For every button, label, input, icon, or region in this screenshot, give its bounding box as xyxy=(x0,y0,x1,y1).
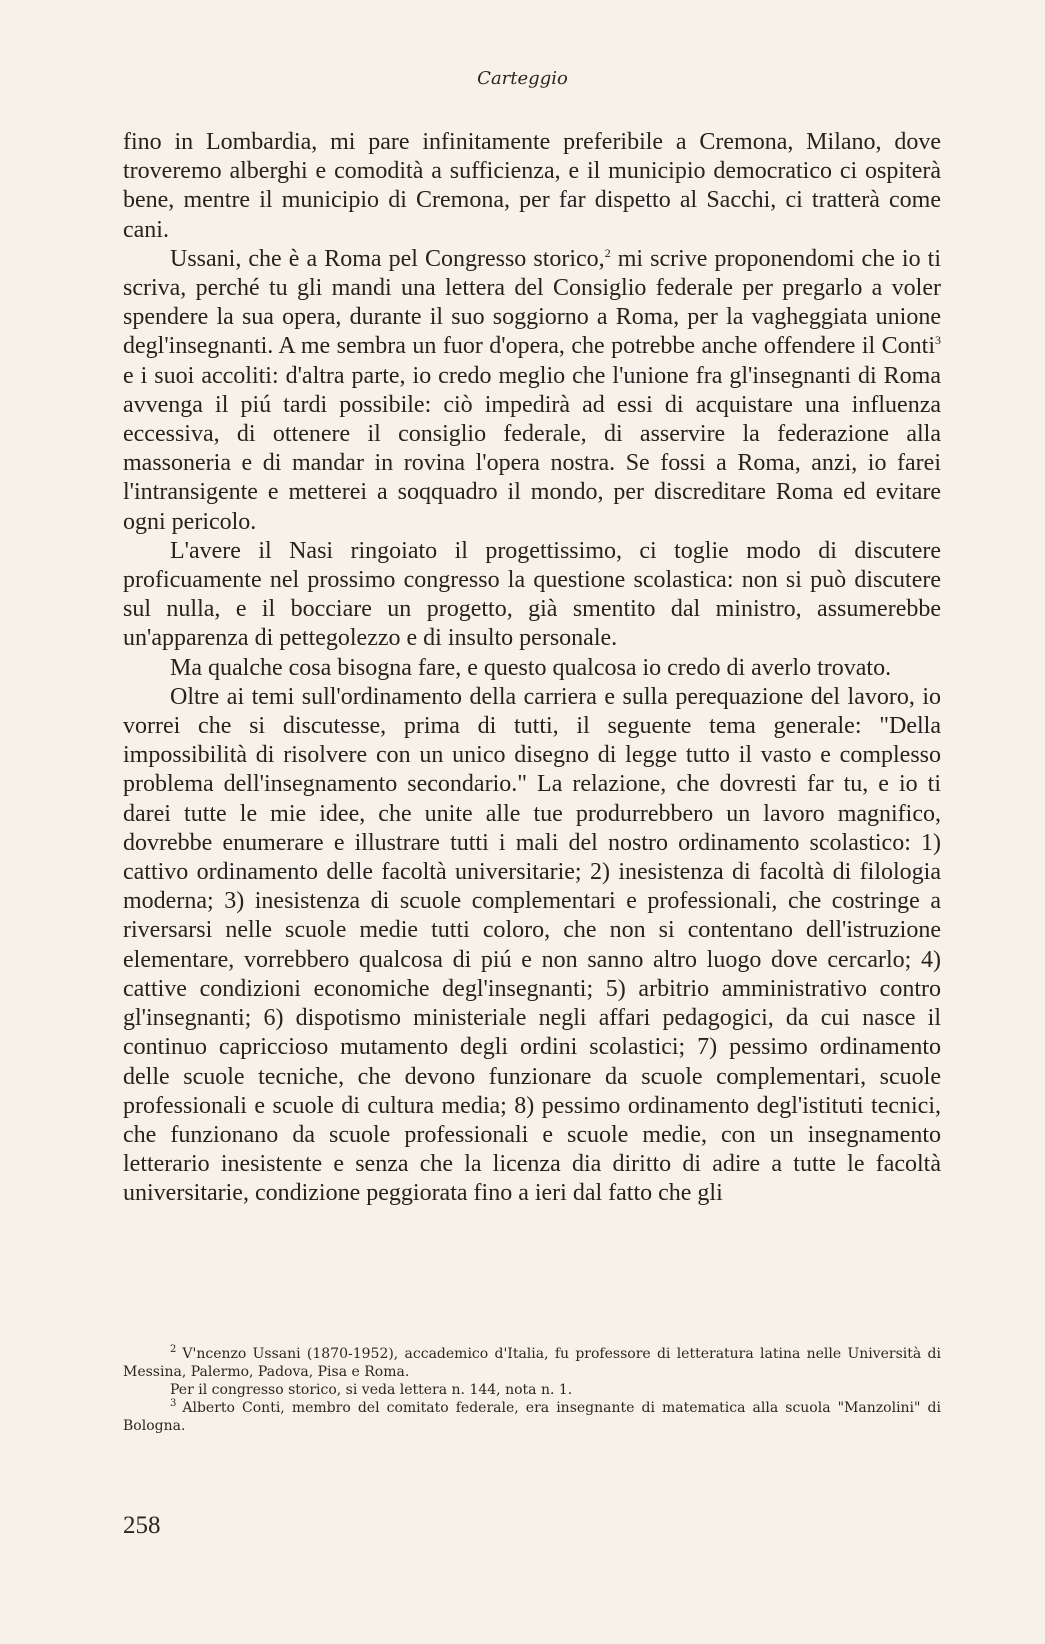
paragraph-1: fino in Lombardia, mi pare infinitamente preferibile a Cremona, Milano, dove troveremo alberghi e comodità a sufficienza, e il municipio democratico ci ospiterà bene, mentre il municipio di Cremona, per far dispetto al Sacchi, ci tratterà come cani. xyxy=(123,129,941,243)
footnotes xyxy=(123,1345,941,1435)
footnote-2-extra: Per il congresso storico, si veda lettera n. 144, nota n. 1. xyxy=(170,1382,573,1398)
footnote-ref-2: 2 xyxy=(604,245,611,260)
page-number: 258 xyxy=(123,1512,161,1539)
footnote-3-text: Alberto Conti, membro del comitato federale, era insegnante di matematica alla scuola "Manzolini" di Bologna. xyxy=(123,1400,941,1434)
paragraph-2-part-b: mi scrive proponendomi che io ti scriva, perché tu gli mandi una lettera del Consiglio federale per pregarlo a voler spendere la sua opera, durante il suo soggiorno a Roma, per la vagheggiata unione degl'insegnanti. A me sembra un fuor d'opera, che potrebbe anche offendere il Conti xyxy=(123,245,941,360)
paragraph-2-part-c: e i suoi accoliti: d'altra parte, io credo meglio che l'unione fra gl'insegnanti di Roma avvenga il piú tardi possibile: ciò impedirà ad essi di acquistare una influenza eccessiva, di ottenere il consiglio federale, di asservire la federazione alla massoneria e di mandar in rovina l'opera nostra. Se fossi a Roma, anzi, io farei l'intransigente e metterei a soqquadro il mondo, per discreditare Roma ed evitare ogni pericolo. xyxy=(123,362,941,535)
footnote-3-mark: 3 xyxy=(170,1398,177,1410)
paragraph-3: L'avere il Nasi ringoiato il progettissimo, ci toglie modo di discutere proficuamente nel prossimo congresso la questione scolastica: non si può discutere sul nulla, e il bocciare un progetto, già smentito dal ministro, assumerebbe un'apparenza di pettegolezzo e di insulto personale. xyxy=(123,537,941,652)
paragraph-2 xyxy=(123,245,941,537)
paragraph-2-part-a: Ussani, che è a Roma pel Congresso storico, xyxy=(170,245,605,272)
main-text xyxy=(123,128,941,1209)
footnote-2-text: V'ncenzo Ussani (1870-1952), accademico d'Italia, fu professore di letteratura latina nelle Università di Messina, Palermo, Padova, Pisa e Roma. xyxy=(123,1346,941,1380)
footnote-ref-3: 3 xyxy=(935,333,941,348)
footnote-2-mark: 2 xyxy=(170,1344,177,1356)
running-head: Carteggio xyxy=(477,68,568,89)
footnote-2 xyxy=(123,1345,941,1381)
footnote-3 xyxy=(123,1399,941,1435)
paragraph-5: Oltre ai temi sull'ordinamento della carriera e sulla perequazione del lavoro, io vorrei che si discutesse, prima di tutti, il seguente tema generale: "Della impossibilità di risolvere con un unico disegno di legge tutto il vasto e complesso problema dell'insegnamento secondario." La relazione, che dovresti far tu, e io ti darei tutte le mie idee, che unite alle tue produrrebbero un lavoro magnifico, dovrebbe enumerare e illustrare tutti i mali del nostro ordinamento scolastico: 1) cattivo ordinamento delle facoltà universitarie; 2) inesistenza di facoltà di filologia moderna; 3) inesistenza di scuole complementari e professionali, che costringe a riversarsi nelle scuole medie tutti coloro, che non si contentano dell'istruzione elementare, vorrebbero qualcosa di piú e non sanno altro luogo dove cercarlo; 4) cattive condizioni economiche degl'insegnanti; 5) arbitrio amministrativo contro gl'insegnanti; 6) dispotismo ministeriale negli affari pedagogici, da cui nasce il continuo capriccioso mutamento degli ordini scolastici; 7) pessimo ordinamento delle scuole tecniche, che devono funzionare da scuole complementari, scuole professionali e scuole di cultura media; 8) pessimo ordinamento degl'istituti tecnici, che funzionano da scuole professionali e scuole medie, con un insegnamento letterario inesistente e senza che la licenza dia diritto di adire a tutte le facoltà universitarie, condizione peggiorata fino a ieri dal fatto che gli xyxy=(123,683,941,1207)
paragraph-4: Ma qualche cosa bisogna fare, e questo qualcosa io credo di averlo trovato. xyxy=(170,654,892,681)
